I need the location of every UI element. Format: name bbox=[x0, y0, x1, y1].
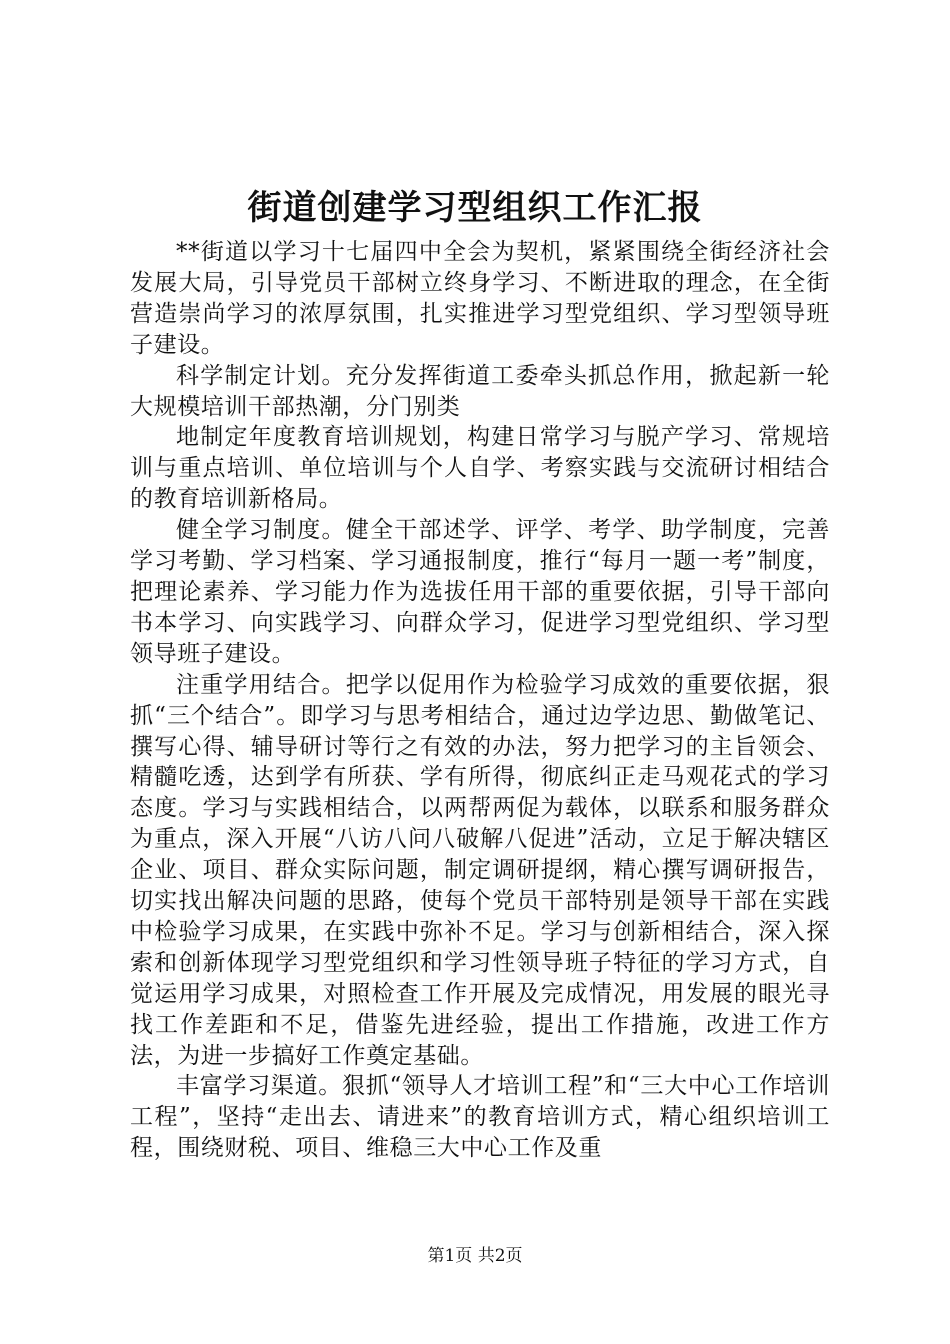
paragraph-application: 注重学用结合。把学以促用作为检验学习成效的重要依据，狠抓“三个结合”。即学习与思考相结合，通过边学边思、勤做笔记、撰写心得、辅导研讨等行之有效的办法，努力把学习的主旨领会、精髓吃透，达到学有所获、学有所得，彻底纠正走马观花式的学习态度。学习与实践相结合，以两帮两促为载体，以联系和服务群众为重点，深入开展“八访八问八破解八促进”活动，立足于解决辖区企业、项目、群众实际问题，制定调研提纲，精心撰写调研报告，切实找出解决问题的思路，使每个党员干部特别是领导干部在实践中检验学习成果，在实践中弥补不足。学习与创新相结合，深入探索和创新体现学习型党组织和学习性领导班子特征的学习方式，自觉运用学习成果，对照检查工作开展及完成情况，用发展的眼光寻找工作差距和不足，借鉴先进经验，提出工作措施，改进工作方法，为进一步搞好工作奠定基础。 bbox=[130, 671, 830, 1069]
page-footer: 第1页 共2页 bbox=[427, 1246, 523, 1266]
paragraph-plan-continued: 地制定年度教育培训规划，构建日常学习与脱产学习、常规培训与重点培训、单位培训与个人自学、考察实践与交流研讨相结合的教育培训新格局。 bbox=[130, 424, 830, 513]
paragraph-intro: **街道以学习十七届四中全会为契机，紧紧围绕全街经济社会发展大局，引导党员干部树立终身学习、不断进取的理念，在全街营造崇尚学习的浓厚氛围，扎实推进学习型党组织、学习型领导班子建设。 bbox=[130, 239, 830, 358]
document-body bbox=[130, 237, 830, 1164]
paragraph-system: 健全学习制度。健全干部述学、评学、考学、助学制度，完善学习考勤、学习档案、学习通报制度，推行“每月一题一考”制度，把理论素养、学习能力作为选拔任用干部的重要依据，引导干部向书本学习、向实践学习、向群众学习，促进学习型党组织、学习型领导班子建设。 bbox=[130, 517, 830, 667]
paragraph-channels: 丰富学习渠道。狠抓“领导人才培训工程”和“三大中心工作培训工程”，坚持“走出去、请进来”的教育培训方式，精心组织培训工程，围绕财税、项目、维稳三大中心工作及重 bbox=[130, 1073, 830, 1162]
paragraph-plan: 科学制定计划。充分发挥街道工委牵头抓总作用，掀起新一轮大规模培训干部热潮，分门别类 bbox=[130, 362, 830, 420]
document-title: 街道创建学习型组织工作汇报 bbox=[247, 188, 703, 228]
